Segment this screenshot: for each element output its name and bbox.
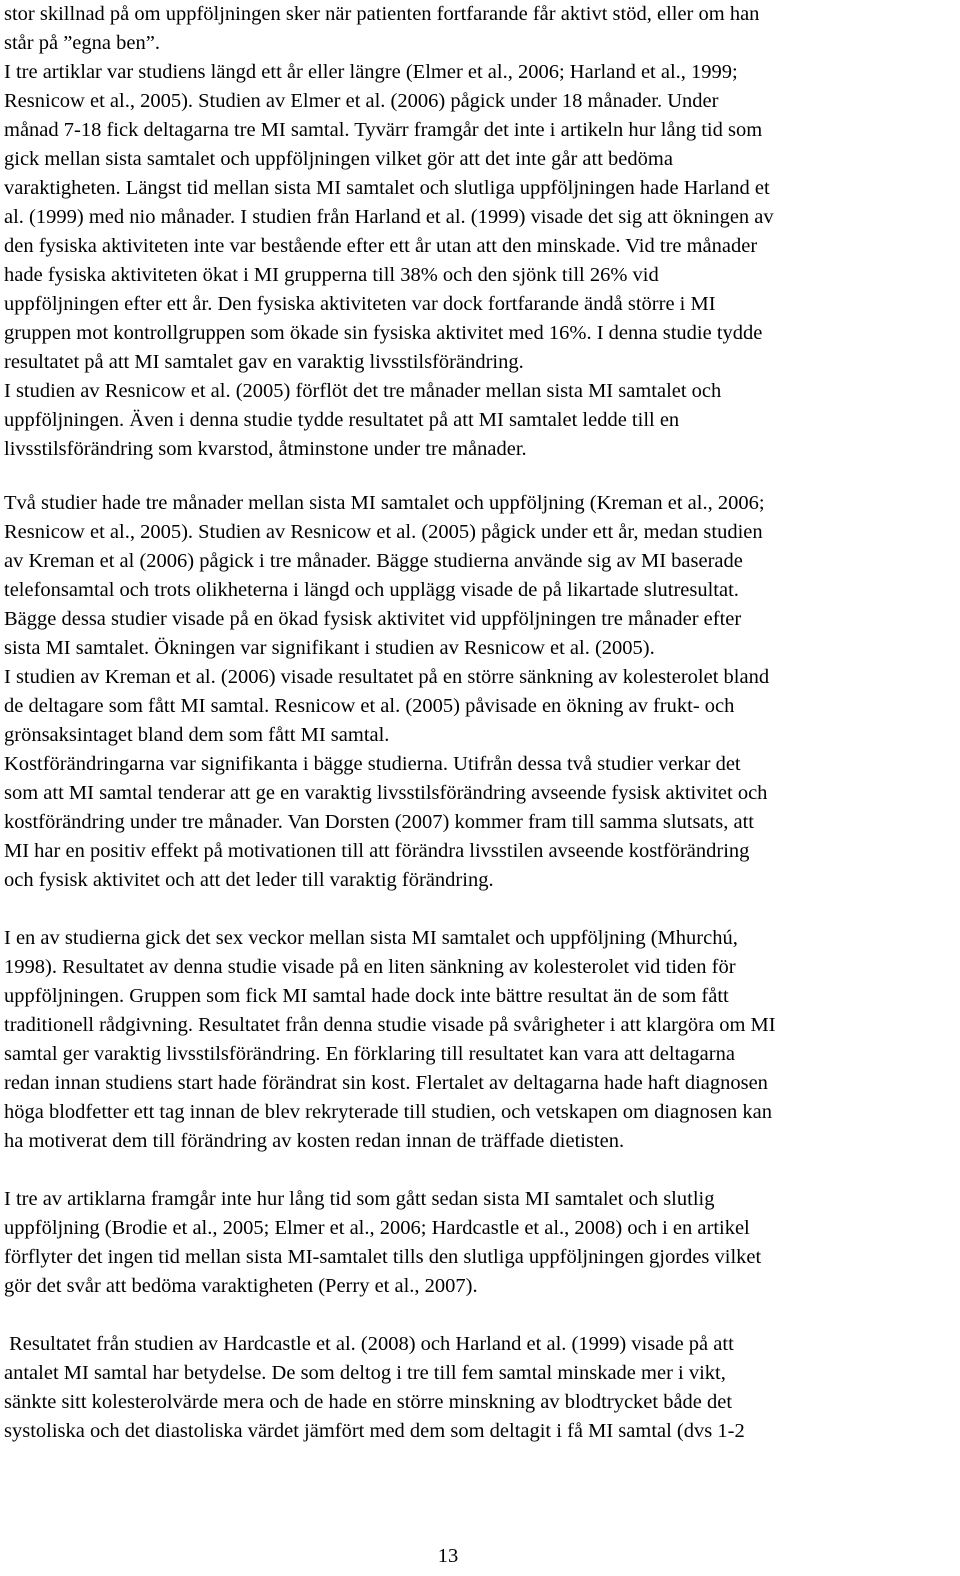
text-line: gruppen mot kontrollgruppen som ökade sin fysiska aktivitet med 16%. I denna studie tydde (4, 322, 763, 344)
text-line: livsstilsförändring som kvarstod, åtminstone under tre månader. (4, 438, 527, 460)
text-line: höga blodfetter ett tag innan de blev rekryterade till studien, och vetskapen om diagnosen kan (4, 1101, 772, 1123)
text-line: MI har en positiv effekt på motivationen till att förändra livsstilen avseende kostförändring (4, 840, 750, 862)
paragraph-5 (4, 1330, 958, 1446)
text-line: systoliska och det diastoliska värdet jämfört med dem som deltagit i få MI samtal (dvs 1-2 (4, 1420, 745, 1442)
text-line: I studien av Resnicow et al. (2005) förflöt det tre månader mellan sista MI samtalet och (4, 380, 722, 402)
paragraph-1 (4, 0, 958, 464)
text-line: Resnicow et al., 2005). Studien av Elmer et al. (2006) pågick under 18 månader. Under (4, 90, 719, 112)
text-line: förflyter det ingen tid mellan sista MI-samtalet tills den slutliga uppföljningen gjordes vilket (4, 1246, 762, 1268)
text-line: traditionell rådgivning. Resultatet från denna studie visade på svårigheter i att klargöra om MI (4, 1014, 776, 1036)
text-line: 1998). Resultatet av denna studie visade på en liten sänkning av kolesterolet vid tiden för (4, 956, 736, 978)
text-line: gör det svår att bedöma varaktigheten (Perry et al., 2007). (4, 1275, 478, 1297)
text-line: som att MI samtal tenderar att ge en varaktig livsstilsförändring avseende fysisk aktivitet och (4, 782, 768, 804)
text-line: Bägge dessa studier visade på en ökad fysisk aktivitet vid uppföljningen tre månader efter (4, 608, 742, 630)
paragraph-3 (4, 924, 958, 1156)
text-line: I studien av Kreman et al. (2006) visade resultatet på en större sänkning av kolesterolet bland (4, 666, 770, 688)
text-line: uppföljningen. Gruppen som fick MI samtal hade dock inte bättre resultat än de som fått (4, 985, 729, 1007)
text-line: den fysiska aktiviteten inte var bestående efter ett år utan att den minskade. Vid tre månader (4, 235, 758, 257)
text-line: I tre av artiklarna framgår inte hur lång tid som gått sedan sista MI samtalet och slutlig (4, 1188, 715, 1210)
text-line: I tre artiklar var studiens längd ett år eller längre (Elmer et al., 2006; Harland et al., 1999; (4, 61, 738, 83)
text-line: sänkte sitt kolesterolvärde mera och de hade en större minskning av blodtrycket både det (4, 1391, 733, 1413)
text-line: sista MI samtalet. Ökningen var signifikant i studien av Resnicow et al. (2005). (4, 637, 655, 659)
text-line: antalet MI samtal har betydelse. De som deltog i tre till fem samtal minskade mer i vikt, (4, 1362, 726, 1384)
text-line: varaktigheten. Längst tid mellan sista MI samtalet och slutliga uppföljningen hade Harland et (4, 177, 770, 199)
page-number: 13 (437, 1545, 459, 1567)
text-line: resultatet på att MI samtalet gav en varaktig livsstilsförändring. (4, 351, 524, 373)
text-line: ha motiverat dem till förändring av kosten redan innan de träffade dietisten. (4, 1130, 625, 1152)
text-line: uppföljningen. Även i denna studie tydde resultatet på att MI samtalet ledde till en (4, 409, 680, 431)
text-line: I en av studierna gick det sex veckor mellan sista MI samtalet och uppföljning (Mhurchú, (4, 927, 738, 949)
text-line: hade fysiska aktiviteten ökat i MI grupperna till 38% och den sjönk till 26% vid (4, 264, 659, 286)
text-line: kostförändring under tre månader. Van Dorsten (2007) kommer fram till samma slutsats, att (4, 811, 754, 833)
text-line: de deltagare som fått MI samtal. Resnicow et al. (2005) påvisade en ökning av frukt- och (4, 695, 735, 717)
text-line: Resultatet från studien av Hardcastle et al. (2008) och Harland et al. (1999) visade på att (4, 1333, 734, 1355)
text-line: grönsaksintaget bland dem som fått MI samtal. (4, 724, 390, 746)
text-line: telefonsamtal och trots olikheterna i längd och upplägg visade de på likartade slutresultat. (4, 579, 739, 601)
text-line: uppföljning (Brodie et al., 2005; Elmer et al., 2006; Hardcastle et al., 2008) och i en artikel (4, 1217, 750, 1239)
text-line: al. (1999) med nio månader. I studien från Harland et al. (1999) visade det sig att ökningen av (4, 206, 774, 228)
text-line: redan innan studiens start hade förändrat sin kost. Flertalet av deltagarna hade haft diagnosen (4, 1072, 768, 1094)
text-line: samtal ger varaktig livsstilsförändring. En förklaring till resultatet kan vara att deltagarna (4, 1043, 735, 1065)
text-line: stor skillnad på om uppföljningen sker när patienten fortfarande får aktivt stöd, eller om han (4, 3, 760, 25)
text-line: Två studier hade tre månader mellan sista MI samtalet och uppföljning (Kreman et al., 2006; (4, 492, 765, 514)
paragraph-2 (4, 489, 958, 895)
text-line: gick mellan sista samtalet och uppföljningen vilket gör att det inte går att bedöma (4, 148, 673, 170)
text-line: Resnicow et al., 2005). Studien av Resnicow et al. (2005) pågick under ett år, medan studien (4, 521, 763, 543)
paragraph-4 (4, 1185, 958, 1301)
text-line: och fysisk aktivitet och att det leder till varaktig förändring. (4, 869, 494, 891)
text-line: står på ”egna ben”. (4, 32, 160, 54)
text-line: av Kreman et al (2006) pågick i tre månader. Bägge studierna använde sig av MI baserade (4, 550, 743, 572)
text-line: Kostförändringarna var signifikanta i bägge studierna. Utifrån dessa två studier verkar det (4, 753, 741, 775)
text-line: månad 7-18 fick deltagarna tre MI samtal. Tyvärr framgår det inte i artikeln hur lång tid som (4, 119, 763, 141)
text-line: uppföljningen efter ett år. Den fysiska aktiviteten var dock fortfarande ändå större i MI (4, 293, 716, 315)
